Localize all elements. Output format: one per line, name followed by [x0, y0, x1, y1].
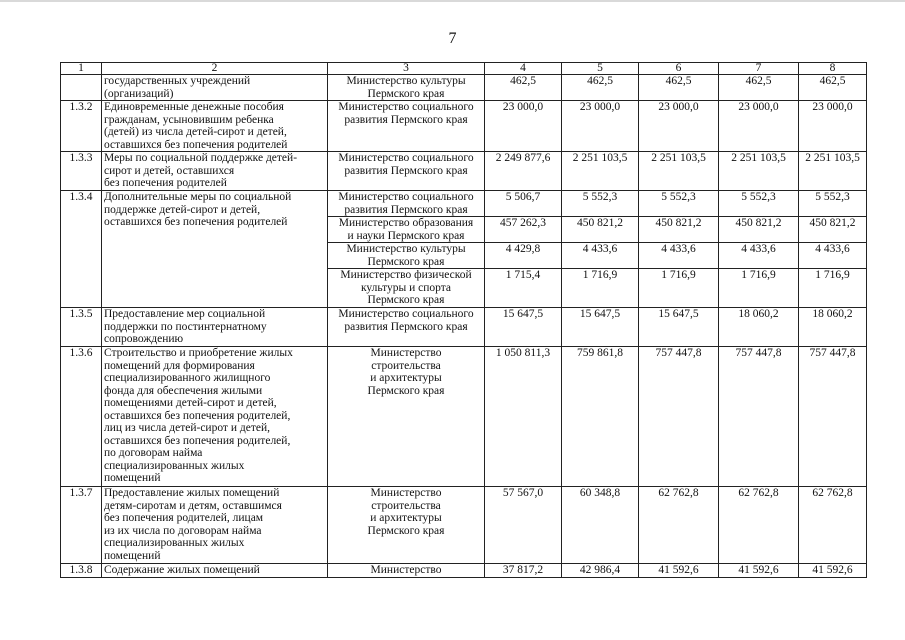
ministry: Министерство физической культуры и спорта Пермского края — [328, 269, 485, 308]
value-cell: 450 821,2 — [719, 217, 799, 243]
value-cell: 2 251 103,5 — [639, 152, 719, 191]
value-cell: 5 552,3 — [719, 191, 799, 217]
value-cell: 62 762,8 — [719, 487, 799, 564]
value-cell: 5 552,3 — [799, 191, 867, 217]
value-cell: 2 251 103,5 — [719, 152, 799, 191]
header-cell: 6 — [639, 63, 719, 75]
value-cell: 1 716,9 — [799, 269, 867, 308]
header-cell: 4 — [485, 63, 562, 75]
page-number: 7 — [448, 30, 457, 47]
value-cell: 1 050 811,3 — [485, 347, 562, 487]
value-cell: 15 647,5 — [485, 308, 562, 347]
table-row — [61, 308, 867, 347]
measure-name: Предоставление жилых помещений детям-сиротам и детям, оставшимся без попечения родителей, лицам из их числа по договорам найма специализированных жилых помещений — [102, 487, 328, 564]
value-cell: 450 821,2 — [639, 217, 719, 243]
header-cell: 1 — [61, 63, 102, 75]
value-cell: 462,5 — [639, 75, 719, 101]
value-cell: 23 000,0 — [799, 101, 867, 152]
value-cell: 757 447,8 — [799, 347, 867, 487]
table-row — [61, 75, 867, 101]
value-cell: 4 433,6 — [799, 243, 867, 269]
value-cell: 41 592,6 — [799, 564, 867, 578]
value-cell: 462,5 — [562, 75, 639, 101]
value-cell: 41 592,6 — [639, 564, 719, 578]
measure-name: Единовременные денежные пособия гражданам, усыновившим ребенка (детей) из числа детей-сирот и детей, оставшихся без попечения родителей — [102, 101, 328, 152]
measure-name: Строительство и приобретение жилых помещений для формирования специализированного жилищного фонда для обеспечения жилыми помещениями детей-сирот и детей, оставшихся без попечения родителей, лиц из числа детей-сирот и детей, оставшихся без попечения родителей, по договорам найма специализированных жилых помещений — [102, 347, 328, 487]
ministry: Министерство строительства и архитектуры Пермского края — [328, 347, 485, 487]
ministry: Министерство социального развития Пермского края — [328, 152, 485, 191]
ministry: Министерство строительства и архитектуры Пермского края — [328, 487, 485, 564]
header-row — [61, 63, 867, 75]
value-cell: 23 000,0 — [485, 101, 562, 152]
measure-name: Дополнительные меры по социальной поддержке детей-сирот и детей, оставшихся без попечения родителей — [102, 191, 328, 308]
value-cell: 57 567,0 — [485, 487, 562, 564]
value-cell: 15 647,5 — [639, 308, 719, 347]
table-row — [61, 191, 867, 217]
header-cell: 8 — [799, 63, 867, 75]
value-cell: 757 447,8 — [639, 347, 719, 487]
value-cell: 41 592,6 — [719, 564, 799, 578]
measure-name: Предоставление мер социальной поддержки по постинтернатному сопровождению — [102, 308, 328, 347]
table-row — [61, 487, 867, 564]
value-cell: 5 506,7 — [485, 191, 562, 217]
value-cell: 4 433,6 — [562, 243, 639, 269]
value-cell: 4 433,6 — [719, 243, 799, 269]
value-cell: 37 817,2 — [485, 564, 562, 578]
row-number: 1.3.3 — [61, 152, 102, 191]
value-cell: 60 348,8 — [562, 487, 639, 564]
row-number — [61, 75, 102, 101]
table-row — [61, 564, 867, 578]
row-number: 1.3.4 — [61, 191, 102, 308]
budget-table — [60, 62, 867, 578]
value-cell: 1 715,4 — [485, 269, 562, 308]
value-cell: 457 262,3 — [485, 217, 562, 243]
row-number: 1.3.8 — [61, 564, 102, 578]
value-cell: 62 762,8 — [799, 487, 867, 564]
value-cell: 462,5 — [719, 75, 799, 101]
value-cell: 450 821,2 — [562, 217, 639, 243]
value-cell: 1 716,9 — [639, 269, 719, 308]
table-row — [61, 101, 867, 152]
value-cell: 759 861,8 — [562, 347, 639, 487]
row-number: 1.3.5 — [61, 308, 102, 347]
row-number: 1.3.7 — [61, 487, 102, 564]
header-cell: 5 — [562, 63, 639, 75]
header-cell: 2 — [102, 63, 328, 75]
value-cell: 462,5 — [799, 75, 867, 101]
value-cell: 5 552,3 — [562, 191, 639, 217]
header-cell: 7 — [719, 63, 799, 75]
row-number: 1.3.6 — [61, 347, 102, 487]
value-cell: 18 060,2 — [719, 308, 799, 347]
measure-name: государственных учреждений (организаций) — [102, 75, 328, 101]
value-cell: 62 762,8 — [639, 487, 719, 564]
value-cell: 4 433,6 — [639, 243, 719, 269]
measure-name: Меры по социальной поддержке детей- сирот и детей, оставшихся без попечения родителей — [102, 152, 328, 191]
measure-name: Содержание жилых помещений — [102, 564, 328, 578]
value-cell: 450 821,2 — [799, 217, 867, 243]
table-row — [61, 347, 867, 487]
ministry: Министерство культуры Пермского края — [328, 243, 485, 269]
value-cell: 4 429,8 — [485, 243, 562, 269]
ministry: Министерство — [328, 564, 485, 578]
row-number: 1.3.2 — [61, 101, 102, 152]
value-cell: 23 000,0 — [639, 101, 719, 152]
table-row — [61, 152, 867, 191]
value-cell: 18 060,2 — [799, 308, 867, 347]
value-cell: 462,5 — [485, 75, 562, 101]
header-cell: 3 — [328, 63, 485, 75]
top-rule — [0, 0, 905, 2]
value-cell: 757 447,8 — [719, 347, 799, 487]
value-cell: 1 716,9 — [562, 269, 639, 308]
value-cell: 23 000,0 — [719, 101, 799, 152]
ministry: Министерство социального развития Пермского края — [328, 191, 485, 217]
value-cell: 1 716,9 — [719, 269, 799, 308]
ministry: Министерство культуры Пермского края — [328, 75, 485, 101]
value-cell: 2 249 877,6 — [485, 152, 562, 191]
ministry: Министерство образования и науки Пермского края — [328, 217, 485, 243]
ministry: Министерство социального развития Пермского края — [328, 101, 485, 152]
value-cell: 5 552,3 — [639, 191, 719, 217]
value-cell: 42 986,4 — [562, 564, 639, 578]
value-cell: 2 251 103,5 — [562, 152, 639, 191]
value-cell: 23 000,0 — [562, 101, 639, 152]
value-cell: 2 251 103,5 — [799, 152, 867, 191]
value-cell: 15 647,5 — [562, 308, 639, 347]
ministry: Министерство социального развития Пермского края — [328, 308, 485, 347]
